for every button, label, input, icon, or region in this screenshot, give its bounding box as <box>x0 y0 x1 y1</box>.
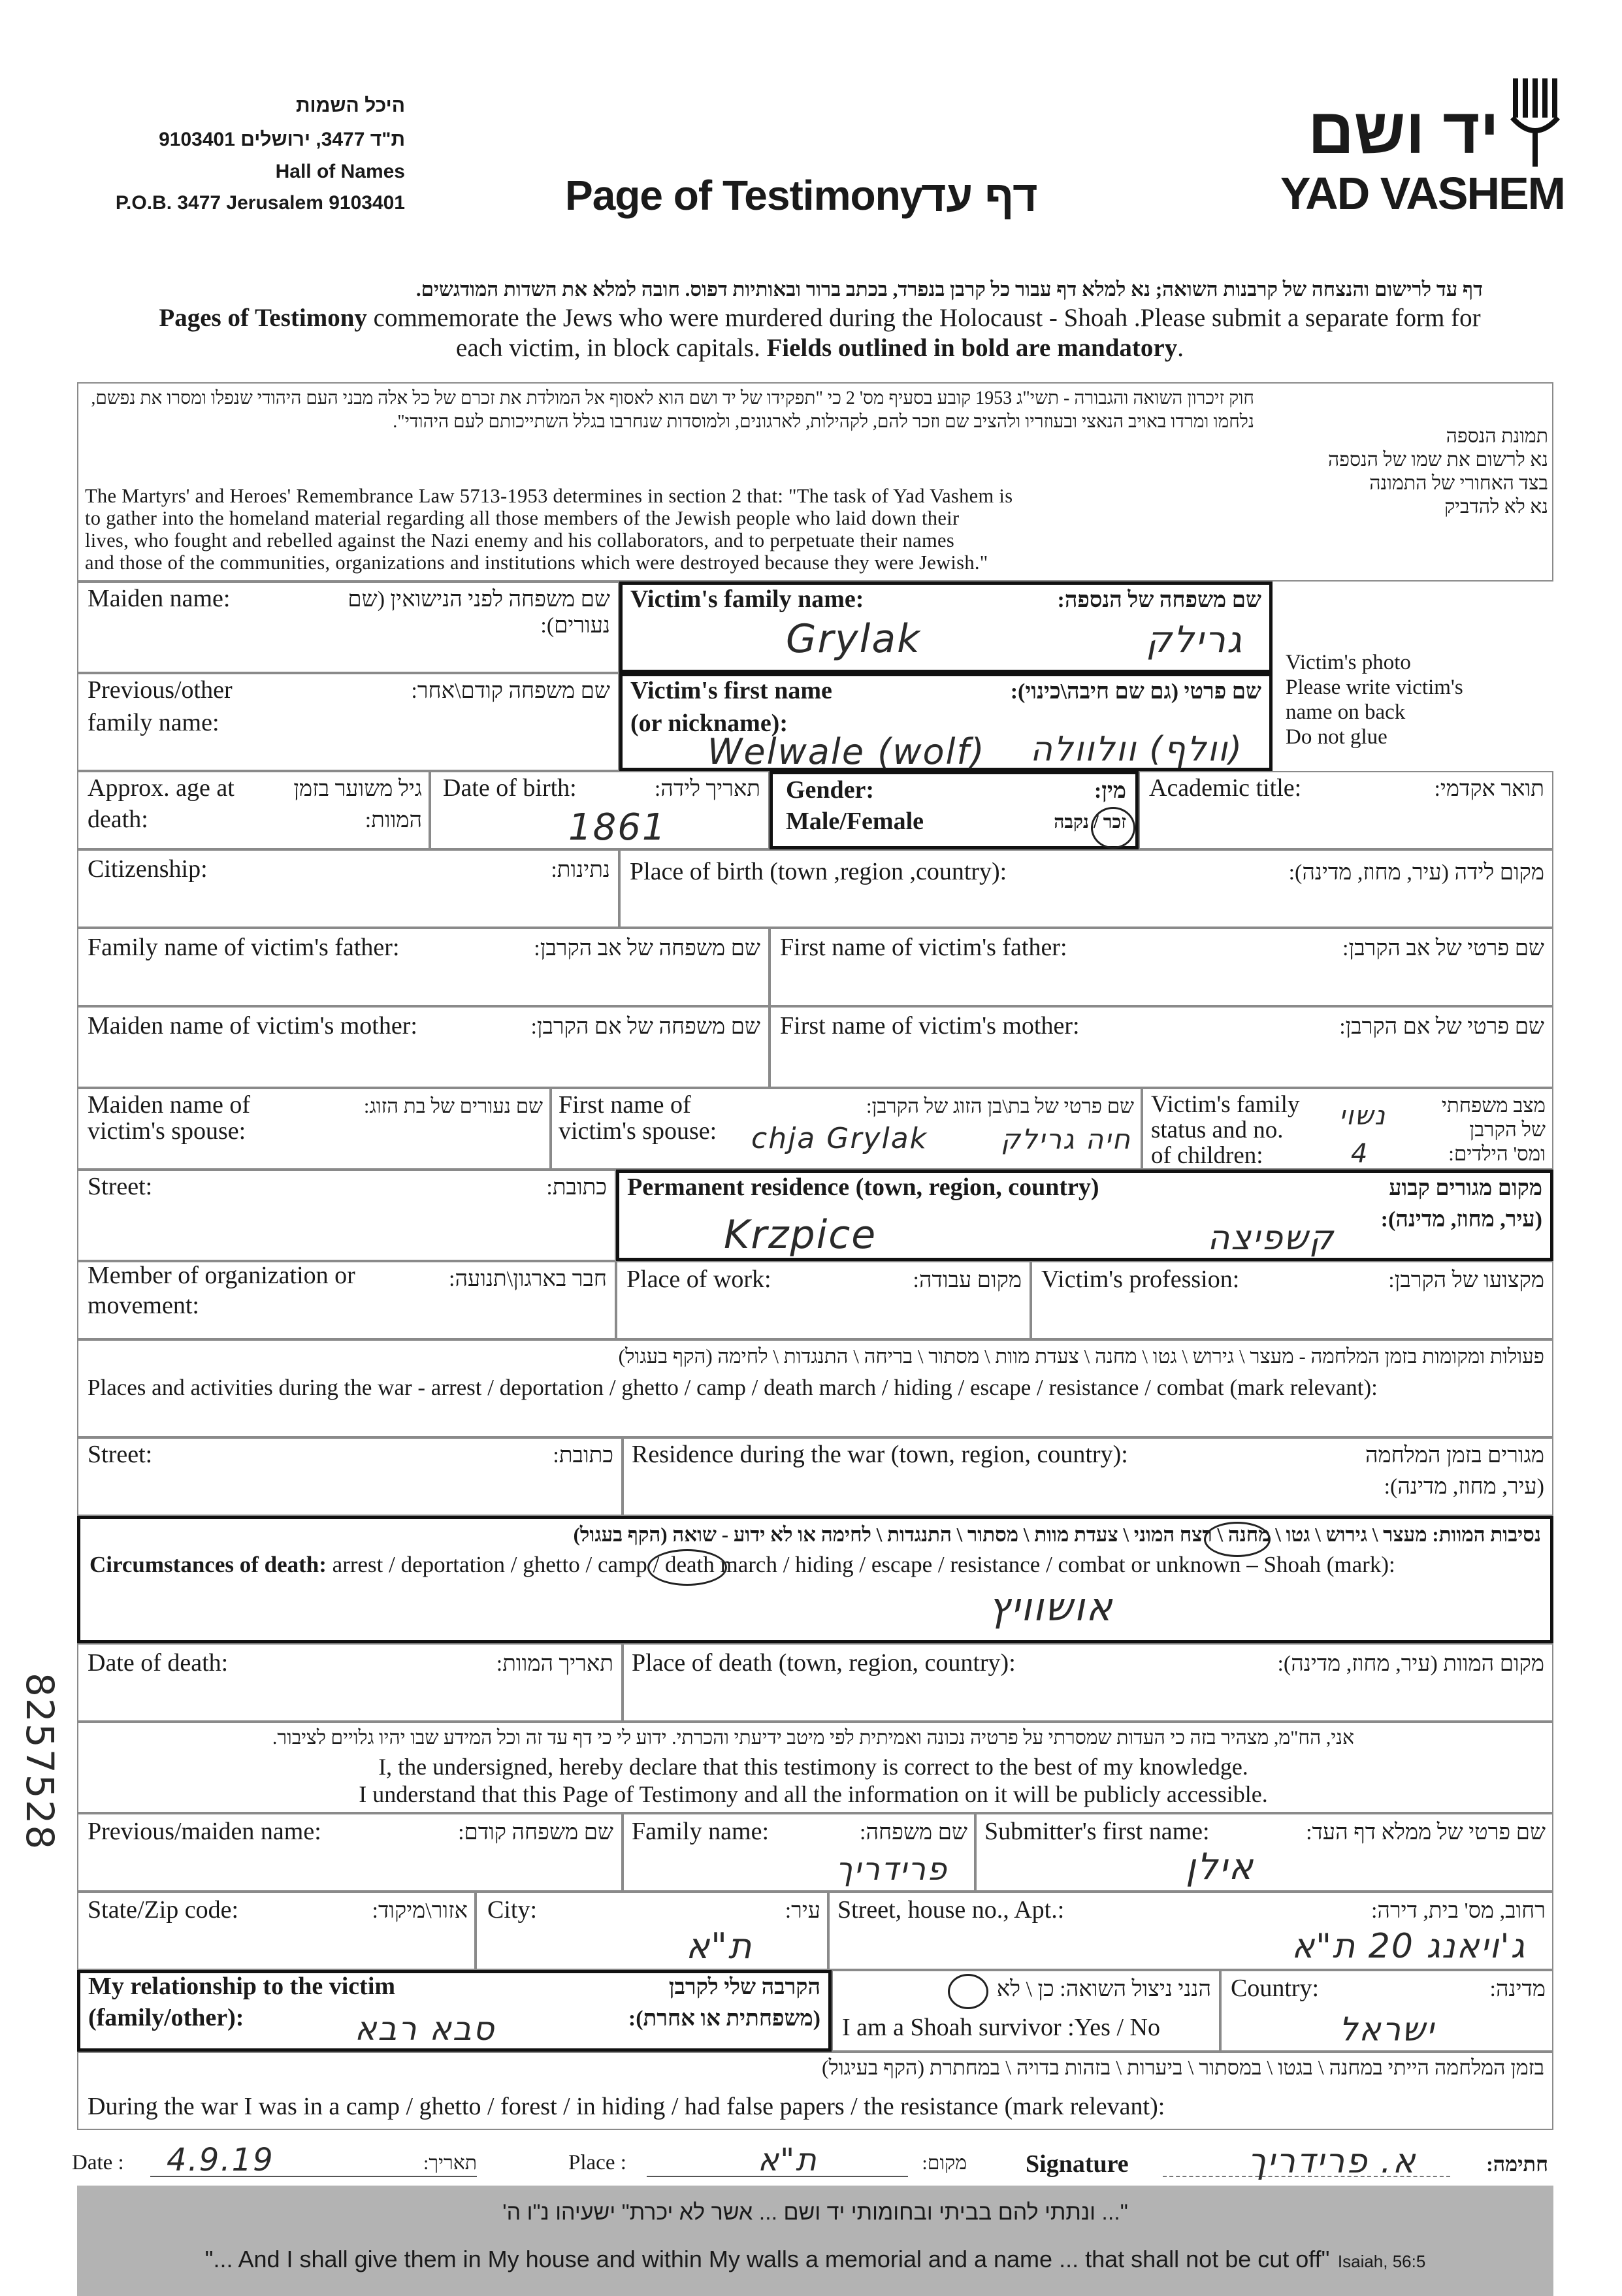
citizenship-label-heb: נתינות: <box>551 858 610 882</box>
relationship-label-heb-2: (משפחתית או אחרת): <box>628 2007 820 2031</box>
relationship-field[interactable] <box>77 1970 832 2052</box>
date-of-birth-field[interactable] <box>430 771 770 849</box>
citizenship-label: Citizenship: <box>88 855 208 883</box>
signature-label: Signature <box>1026 2150 1129 2178</box>
academic-title-field[interactable] <box>1139 771 1553 849</box>
declaration-en-1: I, the undersigned, hereby declare that this testimony is correct to the best of my knowledge. <box>378 1754 1248 1780</box>
pob-label: Place of birth (town ,region ,country): <box>630 858 1007 885</box>
status-value: נשוי <box>1339 1101 1387 1131</box>
victim-first-name-value: Welwale (wolf) <box>707 731 986 772</box>
photo-en-1: Victim's photo <box>1286 651 1411 674</box>
place-line <box>568 2142 967 2181</box>
circumstances-value: אושוויץ <box>988 1584 1114 1630</box>
law-en-4: and those of the communities, organizations and institutions which were destroyed because they were Jewish." <box>85 551 988 574</box>
spouse-first-label <box>559 1092 717 1144</box>
footer-quote-band <box>77 2186 1553 2296</box>
quote-en <box>77 2246 1553 2273</box>
country-label: Country: <box>1231 1975 1320 2002</box>
intro-en-2-end: . <box>1177 334 1184 362</box>
law-heb: חוק זיכרון השואה והגבורה - תשי"ג 1953 קובע בסעיף מס' 2 כי "תפקידו של יד ושם הוא לאסוף אל המולדת את זכרם של כל אלה מבני העם היהודי שנפלו ומסרו את נפשם, נלחמו ומרדו באויב הנאצי ובעוזריו ולהציב שם וזכר להם, לקהילות, לארגונים, ולמוסדות שנחרבו בגלל השתייכותם לעם היהודי". <box>91 388 1254 432</box>
side-number: 8257528 <box>18 1673 62 1851</box>
date-value[interactable]: 4.9.19 <box>167 2142 274 2178</box>
address-en-2: P.O.B. 3477 Jerusalem 9103401 <box>115 192 405 214</box>
gender-label-1: Gender: <box>786 776 875 804</box>
previous-name-field[interactable] <box>77 673 619 771</box>
gender-label <box>786 777 924 834</box>
street-field[interactable] <box>77 1170 616 1261</box>
camp-circle-heb <box>1204 1522 1271 1557</box>
date-label-heb: תאריך: <box>423 2152 477 2174</box>
status-label-heb-2: של הקרבן <box>1469 1118 1546 1141</box>
mother-maiden-label-heb: שם משפחה של אם הקרבן: <box>530 1015 760 1039</box>
organization-field[interactable] <box>77 1261 616 1339</box>
organization-label <box>88 1262 355 1319</box>
submitter-war-heb: בזמן המלחמה הייתי במחנה \ בגטו \ במסתור \ ביערות \ בזהות בדויה \ במחתרת (הקף בעיגול) <box>821 2056 1544 2079</box>
dod-label-heb: תאריך המוות: <box>496 1652 613 1676</box>
place-underline <box>647 2176 908 2177</box>
spouse-first-label-heb: שם פרטי של בת\בן הזוג של הקרבן: <box>866 1094 1134 1117</box>
dob-label: Date of birth: <box>443 774 577 802</box>
age-at-death-field[interactable] <box>77 771 430 849</box>
submitter-first-label-heb: שם פרטי של ממלא דף העד: <box>1306 1820 1546 1845</box>
status-label-1: Victim's family <box>1151 1091 1300 1118</box>
date-of-death-field[interactable] <box>77 1643 623 1722</box>
citizenship-field[interactable] <box>77 849 619 928</box>
victim-first-name-label <box>630 678 832 736</box>
age-label-heb-1: גיל משוער בזמן <box>293 777 422 801</box>
residence-value-heb: קשפיצה <box>1207 1219 1335 1258</box>
quote-en-text: "... And I shall give them in My house and within My walls a memorial and a name ... that shall not be cut off" <box>204 2246 1330 2272</box>
intro-en-bold: Pages of Testimony <box>159 304 367 332</box>
survivor-field[interactable] <box>832 1970 1220 2052</box>
age-label-heb-2: המוות: <box>365 808 422 832</box>
country-field[interactable] <box>1220 1970 1553 2052</box>
previous-name-label <box>88 677 233 736</box>
logo-heb: יד ושם <box>1308 95 1499 167</box>
spouse-first-value-heb: חיה גרילק <box>1001 1123 1131 1155</box>
dob-value: 1861 <box>568 806 667 849</box>
victim-family-name-value: Grylak <box>786 616 921 662</box>
war-street-field[interactable] <box>77 1437 623 1516</box>
menorah-hand-icon <box>1502 72 1565 170</box>
father-first-name-field[interactable] <box>770 928 1553 1006</box>
residence-label-heb-1: מקום מגורים קבוע <box>1389 1176 1542 1200</box>
place-of-death-field[interactable] <box>623 1643 1553 1722</box>
spouse-first-name-field[interactable] <box>551 1088 1142 1170</box>
law-en-3: lives, who fought and rebelled against the Nazi enemy and his collaborators, and to perpetuate their names <box>85 529 955 551</box>
spouse-maiden-label-1: Maiden name of <box>88 1091 251 1119</box>
relationship-label-2: (family/other): <box>88 2004 244 2031</box>
age-label-1: Approx. age at <box>88 774 235 802</box>
submitter-street-label: Street, house no., Apt.: <box>837 1896 1065 1924</box>
war-residence-label-heb <box>1365 1443 1544 1500</box>
work-label-heb: מקום עבודה: <box>913 1268 1022 1292</box>
children-value: 4 <box>1351 1139 1369 1169</box>
photo-instructions-heb <box>1284 425 1548 519</box>
quote-ref: Isaiah, 56:5 <box>1337 2252 1426 2271</box>
father-family-label-heb: שם משפחה של אב הקרבן: <box>534 936 760 960</box>
relationship-label-heb <box>628 1975 820 2032</box>
gender-male-circle <box>1091 807 1135 849</box>
place-label-heb: מקום: <box>922 2152 967 2174</box>
submitter-previous-label: Previous/maiden name: <box>88 1818 321 1845</box>
law-en-2: to gather into the homeland material regarding all those members of the Jewish people who laid down their <box>85 507 960 529</box>
law-en <box>85 485 1267 574</box>
city-field[interactable] <box>476 1892 828 1970</box>
war-street-label-heb: כתובת: <box>553 1443 613 1468</box>
war-residence-field[interactable] <box>623 1437 1553 1516</box>
residence-value: Krzpice <box>724 1212 877 1258</box>
date-label: Date : <box>72 2151 124 2174</box>
intro-en-text: commemorate the Jews who were murdered during the Holocaust - Shoah .Please submit a separate form for <box>366 304 1481 332</box>
war-residence-label: Residence during the war (town, region, country): <box>632 1441 1128 1468</box>
submitter-first-label: Submitter's first name: <box>984 1818 1210 1845</box>
circumstances-of-death-field[interactable] <box>77 1516 1553 1643</box>
spouse-maiden-name-field[interactable] <box>77 1088 551 1170</box>
war-residence-label-heb-2: (עיר, מחוז, מדינה): <box>1384 1475 1544 1499</box>
circumstances-heb: נסיבות המוות: מעצר \ גירוש \ גטו \ מחנה \ רצח המוני \ צעדת מוות \ מסתור \ התנגדות \ לחימה או לא ידוע - שואה (הקף בעגול) <box>573 1523 1541 1546</box>
circumstances-en-bold: Circumstances of death: <box>89 1552 327 1577</box>
father-first-label-heb: שם פרטי של אב הקרבן: <box>1342 936 1544 960</box>
relationship-label <box>88 1973 395 2031</box>
signature-label-heb: חתימה: <box>1486 2152 1548 2176</box>
war-activities-heb: פעולות ומקומות בזמן המלחמה - מעצר \ גירוש \ גטו \ מחנה \ צעדת מוות \ מסתור \ בריחה \ התנגדות \ לחימה (הקף בעגול) <box>618 1345 1544 1368</box>
mother-first-name-field[interactable] <box>770 1006 1553 1088</box>
gender-label-heb-2: זכר / נקבה <box>1054 812 1126 832</box>
academic-label-heb: תואר אקדמי: <box>1434 777 1544 801</box>
maiden-name-label: Maiden name: <box>88 585 231 612</box>
relationship-value: סבא רבא <box>355 2010 496 2048</box>
photo-en-4: Do not glue <box>1286 725 1387 749</box>
street-label: Street: <box>88 1173 153 1200</box>
maiden-name-field[interactable] <box>77 582 619 673</box>
city-value: ת"א <box>686 1926 753 1967</box>
submitter-family-value: פרידריך <box>835 1851 948 1888</box>
age-label-heb <box>293 776 422 834</box>
submitter-previous-label-heb: שם משפחה קודם: <box>458 1820 613 1845</box>
photo-heb-2: נא לרשום את שמו של הנספה <box>1328 449 1548 470</box>
victim-first-name-label-1: Victim's first name <box>630 677 832 704</box>
spouse-first-label-1: First name of <box>559 1091 691 1119</box>
relationship-label-heb-1: הקרבה שלי לקרבן <box>668 1975 820 1999</box>
intro-heb: דף עד לרישום והנצחה של קרבנות השואה; נא למלא דף עבור כל קרבן בנפרד, בכתב ברור ובאותיות דפוס. חובה למלא את השדות המודגשים. <box>415 278 1483 301</box>
photo-en-2: Please write victim's <box>1286 676 1463 699</box>
place-label: Place : <box>568 2151 626 2174</box>
photo-heb-3: בצד האחורי של התמונה <box>1369 472 1548 494</box>
mother-maiden-name-field[interactable] <box>77 1006 770 1088</box>
relationship-label-1: My relationship to the victim <box>88 1973 396 2000</box>
father-first-label: First name of victim's father: <box>780 934 1067 961</box>
zip-label: State/Zip code: <box>88 1896 239 1924</box>
profession-label: Victim's profession: <box>1041 1266 1240 1293</box>
status-label-heb-3: ומס' הילדים: <box>1448 1142 1546 1165</box>
maiden-name-label-heb: שם משפחה לפני הנישואין (שם נעורים): <box>348 587 610 638</box>
pob-label-heb: מקום לידה (עיר, מחוז, מדינה): <box>1288 861 1544 885</box>
pod-label-heb: מקום המוות (עיר, מחוז, מדינה): <box>1277 1652 1544 1676</box>
previous-name-label-2: family name: <box>88 709 219 736</box>
residence-label: Permanent residence (town, region, country) <box>627 1173 1099 1201</box>
residence-label-heb <box>1381 1175 1542 1233</box>
mother-first-label: First name of victim's mother: <box>780 1012 1080 1040</box>
page-title-heb: דף עד <box>921 172 1038 220</box>
photo-heb-1: תמונת הנספה <box>1446 425 1548 447</box>
organization-label-2: movement: <box>88 1292 199 1319</box>
family-status-field[interactable] <box>1142 1088 1553 1170</box>
submitter-street-label-heb: רחוב, מס' בית, דירה: <box>1371 1899 1546 1923</box>
victim-first-name-value-heb: (וולף) וולוולה <box>1030 730 1243 769</box>
intro-en-2 <box>91 333 1548 363</box>
camp-circle-en <box>647 1549 727 1586</box>
victim-first-name-field[interactable] <box>619 673 1273 771</box>
photo-heb-4: נא לא להדביק <box>1444 496 1548 517</box>
photo-en-3: name on back <box>1286 700 1406 724</box>
profession-label-heb: מקצועו של הקרבן: <box>1388 1268 1544 1292</box>
intro-en-2-bold: Fields outlined in bold are mandatory <box>766 334 1178 362</box>
spouse-first-value: chja Grylak <box>751 1122 928 1155</box>
spouse-maiden-label-heb: שם נעורים של בת הזוג: <box>363 1094 543 1117</box>
signature-value[interactable]: א. פרידריך <box>1248 2142 1417 2181</box>
place-of-birth-field[interactable] <box>619 849 1553 928</box>
city-label: City: <box>487 1896 538 1924</box>
status-label-heb-1: מצב משפחתי <box>1441 1094 1546 1117</box>
father-family-label: Family name of victim's father: <box>88 934 400 961</box>
war-residence-label-heb-1: מגורים בזמן המלחמה <box>1365 1443 1544 1468</box>
age-label <box>88 775 235 832</box>
status-label <box>1151 1092 1299 1168</box>
victim-first-name-label-2: (or nickname): <box>630 710 788 737</box>
yad-vashem-logo <box>1277 72 1565 222</box>
war-street-label: Street: <box>88 1441 153 1468</box>
country-value: ישראל <box>1339 2010 1435 2048</box>
submitter-street-value: ג'ויאנג 20 ת"א <box>1291 1927 1526 1966</box>
survivor-label-heb: הנני ניצול השואה: כן \ לא <box>996 1977 1211 2001</box>
address-en-1: Hall of Names <box>275 161 405 182</box>
logo-en: YAD VASHEM <box>1280 168 1565 219</box>
country-label-heb: מדינה: <box>1489 1977 1546 2001</box>
place-value[interactable]: ת"א <box>758 2142 818 2178</box>
gender-label-2: Male/Female <box>786 808 924 835</box>
page-title: Page of Testimony <box>565 172 923 219</box>
submitter-family-name-field[interactable] <box>623 1813 975 1892</box>
father-family-name-field[interactable] <box>77 928 770 1006</box>
victim-family-name-label-heb: שם משפחה של הנספה: <box>1057 588 1261 612</box>
zip-label-heb: אזור\מיקוד: <box>372 1899 468 1923</box>
age-label-2: death: <box>88 806 148 833</box>
dob-label-heb: תאריך לידה: <box>654 777 760 801</box>
submitter-street-field[interactable] <box>828 1892 1553 1970</box>
place-of-work-field[interactable] <box>616 1261 1031 1339</box>
quote-heb: "... ונתתי להם בביתי ובחומותי יד ושם ... אשר לא יכרת" ישעיהו נ"ו ה' <box>502 2200 1128 2225</box>
circumstances-en-text: arrest / deportation / ghetto / camp / death march / hiding / escape / resistance / combat or unknown – Shoah (mark): <box>326 1552 1395 1577</box>
academic-label: Academic title: <box>1149 774 1302 802</box>
address-heb-1: היכל השמות <box>295 95 405 116</box>
photo-instructions-en <box>1286 650 1547 749</box>
street-label-heb: כתובת: <box>546 1175 607 1200</box>
signature-underline <box>1163 2176 1450 2177</box>
submitter-family-label-heb: שם משפחה: <box>860 1820 967 1845</box>
intro-en-1 <box>91 303 1548 333</box>
victim-family-name-field[interactable] <box>619 582 1273 673</box>
pod-label: Place of death (town, region, country): <box>632 1649 1016 1677</box>
declaration-heb: אני, הח"מ, מצהיר בזה כי העדות שמסרתי על פרטיה נכונה ואמיתית לפי מיטב ידיעתי והכרתי. ידוע לי כי דף עד זה וכל המידע שבו יהיו גלויים לציבור. <box>272 1727 1355 1748</box>
war-activities-field[interactable] <box>77 1339 1553 1437</box>
submitter-first-value: אילן <box>1186 1846 1255 1888</box>
declaration-en-2: I understand that this Page of Testimony and all the information on it will be publicly accessible. <box>359 1781 1268 1807</box>
survivor-label: I am a Shoah survivor :Yes / No <box>842 2014 1160 2041</box>
permanent-residence-field[interactable] <box>616 1170 1553 1261</box>
survivor-no-circle <box>948 1974 988 2009</box>
residence-label-heb-2: (עיר, מחוז, מדינה): <box>1380 1207 1542 1232</box>
mother-maiden-label: Maiden name of victim's mother: <box>88 1012 417 1040</box>
declaration-box <box>77 1722 1553 1813</box>
previous-name-label-1: Previous/other <box>88 676 233 704</box>
dod-label: Date of death: <box>88 1649 229 1677</box>
gender-label-heb-1: מין: <box>1094 779 1126 803</box>
submitter-first-name-field[interactable] <box>975 1813 1553 1892</box>
spouse-maiden-label-2: victim's spouse: <box>88 1117 246 1145</box>
spouse-maiden-label <box>88 1092 250 1144</box>
submitter-war-en: During the war I was in a camp / ghetto / forest / in hiding / had false papers / the resistance (mark relevant): <box>88 2093 1165 2120</box>
profession-field[interactable] <box>1031 1261 1553 1339</box>
zip-field[interactable] <box>77 1892 476 1970</box>
submitter-family-label: Family name: <box>632 1818 770 1845</box>
status-label-2: status and no. <box>1151 1117 1284 1143</box>
law-en-1: The Martyrs' and Heroes' Remembrance Law 5713-1953 determines in section 2 that: "The task of Yad Vashem is <box>85 485 1013 507</box>
intro-en-2-text: each victim, in block capitals. <box>456 334 767 362</box>
submitter-war-field[interactable] <box>77 2052 1553 2130</box>
status-label-heb <box>1442 1093 1546 1166</box>
circumstances-en <box>89 1552 1395 1578</box>
mother-first-label-heb: שם פרטי של אם הקרבן: <box>1339 1015 1544 1039</box>
date-line <box>72 2142 477 2181</box>
submitter-previous-name-field[interactable] <box>77 1813 623 1892</box>
date-underline <box>150 2176 477 2177</box>
war-activities-en: Places and activities during the war - arrest / deportation / ghetto / camp / death march / hiding / escape / resistance / combat (mark relevant): <box>88 1375 1378 1400</box>
victim-family-name-value-heb: גרילק <box>1146 619 1243 661</box>
victim-family-name-label: Victim's family name: <box>630 585 864 613</box>
address-heb-2: ת"ד 3477, ירושלים 9103401 <box>159 129 405 150</box>
work-label: Place of work: <box>626 1266 771 1293</box>
victim-first-name-label-heb: שם פרטי (גם שם חיבה\כינוי): <box>1010 680 1261 704</box>
organization-label-heb: חבר בארגון\תנועה: <box>449 1267 607 1291</box>
gender-field[interactable] <box>770 771 1139 849</box>
city-label-heb: עיר: <box>785 1899 820 1923</box>
previous-name-label-heb: שם משפחה קודם\אחר: <box>411 679 610 703</box>
organization-label-1: Member of organization or <box>88 1262 355 1289</box>
status-label-3: of children: <box>1151 1142 1263 1169</box>
spouse-first-label-2: victim's spouse: <box>559 1117 717 1145</box>
